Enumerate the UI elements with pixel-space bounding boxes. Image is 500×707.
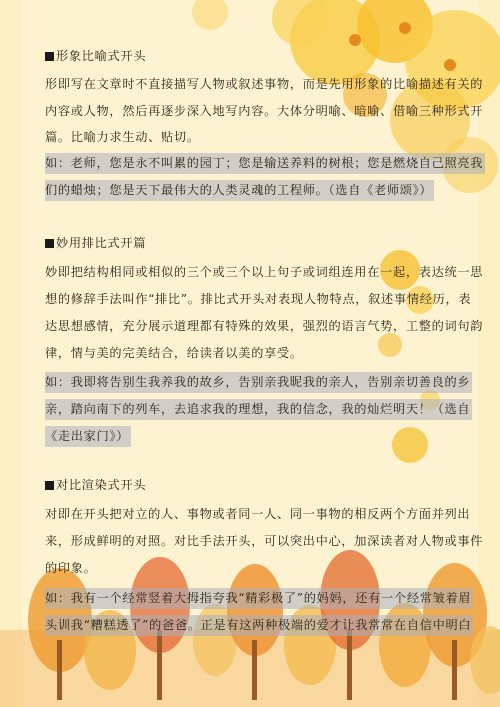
body-line [45,101,484,122]
body-line [45,504,471,525]
body-line-text: 想的修辞手法叫作“排比”。排比式开头对表现人物特点，叙述事情经历，表 [45,292,472,306]
example-line-text: 如：我有一个经常竖着大拇指夸我“精彩极了”的妈妈，还有一个经常皱着眉 [45,588,473,609]
example-line-text: 亲，踏向南下的列车，去追求我的理想，我的信念，我的灿烂明天！（选自 [45,399,472,420]
body-line-text: 的印象。 [45,561,97,575]
body-line-text: 形即写在文章时不直接描写人物或叙述事物，而是先用形象的比喻描述有关的 [45,77,484,91]
body-line [45,558,465,579]
example-line [45,588,472,609]
body-line [45,316,484,337]
body-line [45,289,472,310]
square-bullet-icon [45,52,54,61]
body-line-text: 律，情与美的完美结合，给读者以美的享受。 [45,346,303,360]
section-heading-text: 对比渲染式开头 [56,478,147,492]
example-line-text: 如：老师，您是永不叫累的园丁；您是输送养料的树根；您是燃烧自己照亮我 [45,153,485,174]
body-line-text: 对即在开头把对立的人、事物或者同一人、同一事物的相反两个方面并列出 [45,507,471,521]
body-line [45,262,484,283]
body-line-text: 来，形成鲜明的对照。对比手法开头，可以突出中心，加深读者对人物或事件 [45,534,484,548]
section-heading [45,233,465,254]
body-line-text: 篇。比喻力求生动、贴切。 [45,130,200,144]
example-line [45,153,484,174]
body-line [45,127,465,148]
section-heading-text: 形象比喻式开头 [56,49,147,63]
body-line-text: 妙即把结构相同或相似的三个或三个以上句子或词组连用在一起，表达统一思 [45,265,484,279]
body-line-text: 达思想感情，充分展示道理都有特殊的效果，强烈的语言气势，工整的词句韵 [45,319,484,333]
example-line [45,615,472,636]
section-heading-text: 妙用排比式开篇 [56,236,147,250]
section-heading [45,475,465,496]
example-line [45,426,465,447]
square-bullet-icon [45,481,54,490]
example-line-text: 头训我“糟糕透了”的爸爸。正是有这两种极端的爱才让我常常在自信中明白 [45,615,473,636]
body-line [45,531,484,552]
example-line [45,180,465,201]
body-line [45,343,465,364]
body-line-text: 内容或人物，然后再逐步深入地写内容。大体分明喻、暗喻、借喻三种形式开 [45,104,484,118]
section-heading [45,46,465,67]
example-line-text: 们的蜡烛；您是天下最伟大的人类灵魂的工程师。（选自《老师颂》） [45,180,434,201]
example-line [45,372,471,393]
example-line [45,399,471,420]
example-line-text: 如：我即将告别生我养我的故乡，告别亲我昵我的亲人，告别亲切善良的乡 [45,372,472,393]
square-bullet-icon [45,239,54,248]
example-line-text: 《走出家门》） [45,426,131,447]
body-line [45,74,484,95]
